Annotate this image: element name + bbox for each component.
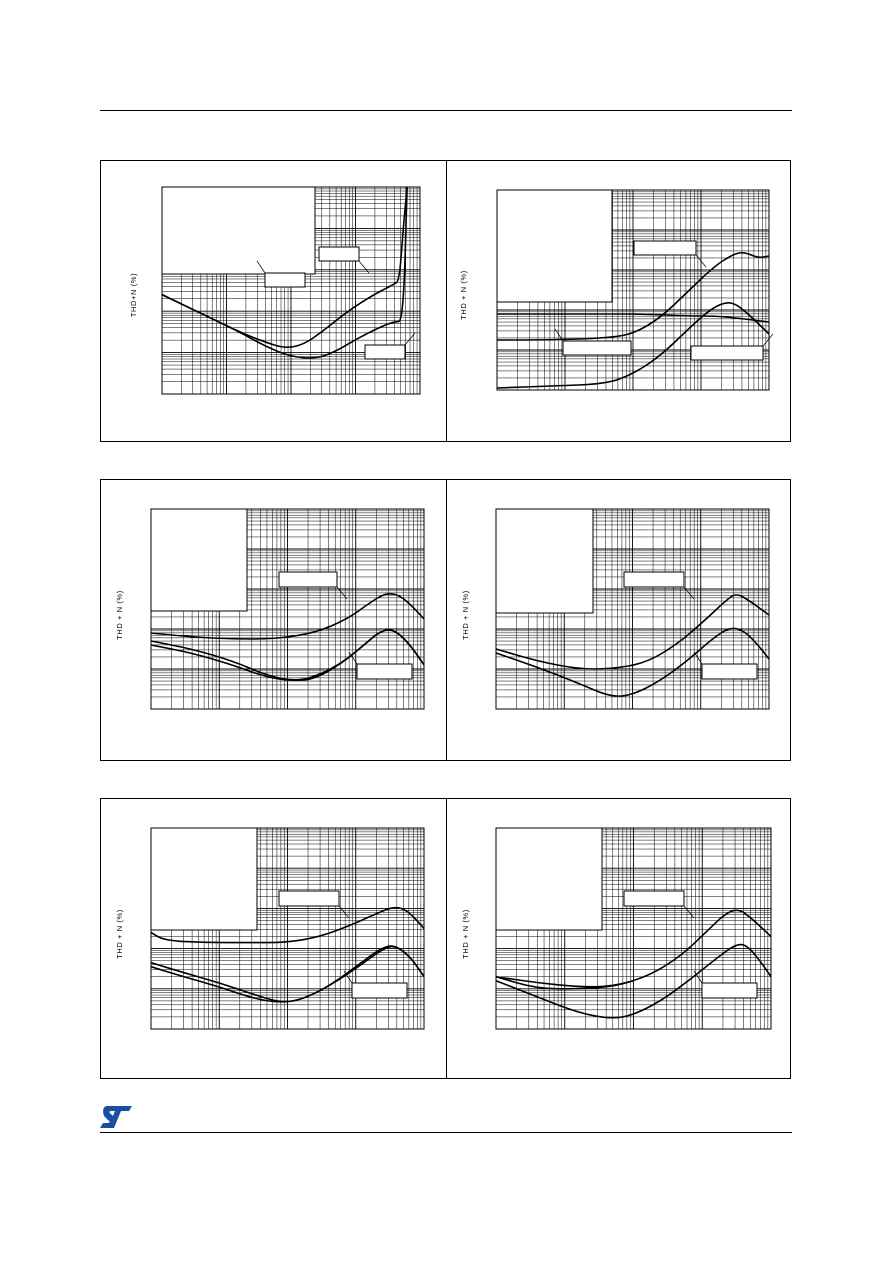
chart-panel-3 bbox=[108, 494, 428, 734]
st-logo-icon bbox=[99, 1104, 133, 1130]
callout-box-2 bbox=[357, 664, 412, 679]
callout-box-2 bbox=[352, 983, 407, 998]
callout-box-1 bbox=[624, 572, 684, 587]
callout-box-2 bbox=[265, 273, 305, 287]
callout-box-2 bbox=[702, 983, 757, 998]
chart-panel-5 bbox=[108, 813, 428, 1053]
callout-box-1 bbox=[624, 891, 684, 906]
chart-panel-2 bbox=[452, 175, 772, 415]
chart-panel-1 bbox=[120, 175, 420, 415]
legend-box bbox=[151, 828, 257, 930]
callout-leader bbox=[684, 906, 694, 918]
header-rule bbox=[100, 110, 792, 111]
row-divider bbox=[446, 480, 447, 760]
row-divider bbox=[446, 161, 447, 441]
chart-panel-4 bbox=[454, 494, 774, 734]
y-axis-label: THD + N (%) bbox=[461, 909, 470, 959]
callout-box-3 bbox=[691, 346, 763, 360]
callout-leader bbox=[359, 261, 369, 273]
callout-box-2 bbox=[702, 664, 757, 679]
legend-box bbox=[497, 190, 612, 302]
legend-box bbox=[162, 187, 315, 274]
legend-box bbox=[496, 828, 602, 930]
chart-panel-6 bbox=[454, 813, 774, 1053]
row-divider bbox=[446, 799, 447, 1078]
y-axis-label: THD+N (%) bbox=[129, 272, 138, 318]
callout-box-3 bbox=[365, 345, 405, 359]
st-logo-shape bbox=[100, 1106, 132, 1128]
y-axis-label: THD + N (%) bbox=[115, 590, 124, 640]
callout-box-1 bbox=[279, 891, 339, 906]
y-axis-label: THD + N (%) bbox=[115, 909, 124, 959]
footer-rule bbox=[100, 1132, 792, 1133]
callout-box-1 bbox=[319, 247, 359, 261]
y-axis-label: THD + N (%) bbox=[459, 270, 468, 320]
y-axis-label: THD + N (%) bbox=[461, 590, 470, 640]
callout-box-2 bbox=[563, 341, 631, 355]
callout-leader bbox=[763, 334, 773, 346]
legend-box bbox=[151, 509, 247, 611]
callout-box-1 bbox=[634, 241, 696, 255]
callout-box-1 bbox=[279, 572, 337, 587]
legend-box bbox=[496, 509, 593, 613]
